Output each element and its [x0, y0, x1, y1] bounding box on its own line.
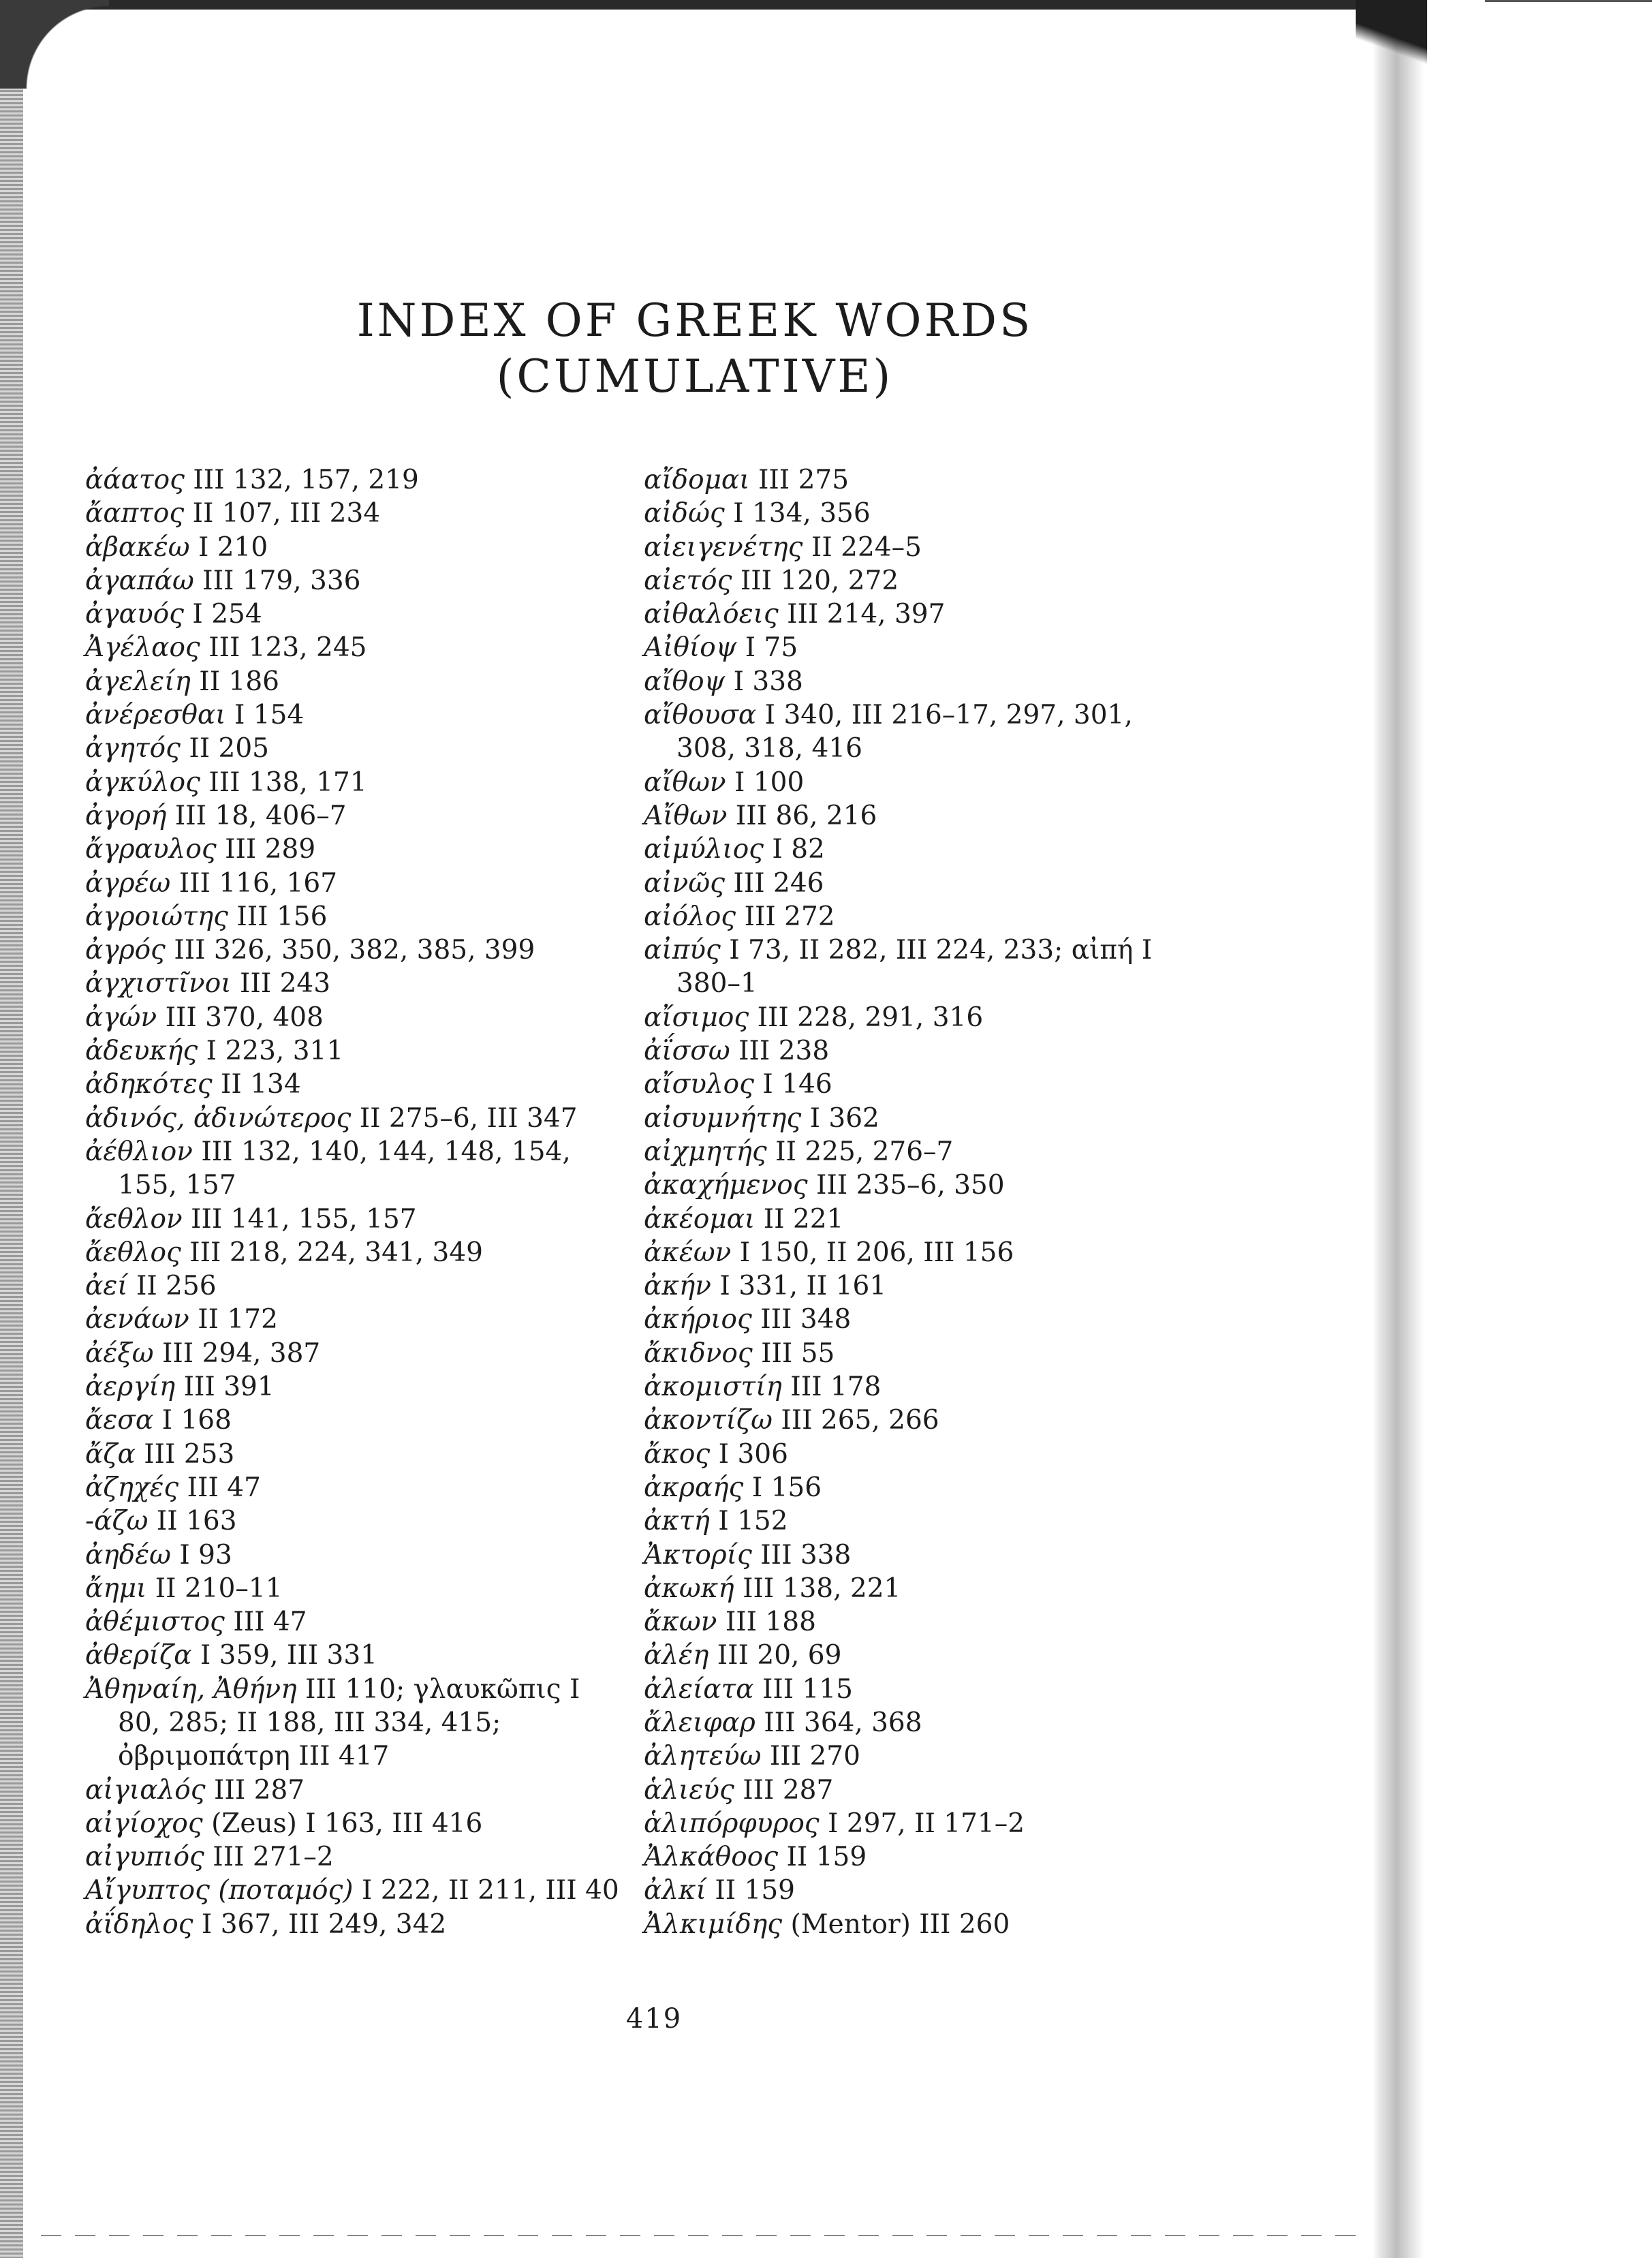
- index-entry: [85, 1774, 630, 1807]
- index-references: I 222, II 211, III 40: [361, 1875, 619, 1906]
- index-entry: [644, 1840, 1189, 1874]
- index-references: I 82: [772, 834, 825, 865]
- index-headword: ἀνέρεσθαι: [85, 700, 226, 731]
- index-headword: ἀκήριος: [644, 1304, 752, 1335]
- index-headword: ἀθερίζα: [85, 1640, 192, 1671]
- index-headword: ἀλκί: [644, 1875, 706, 1906]
- index-references: III 272: [744, 901, 835, 932]
- index-entry: [85, 497, 630, 530]
- index-headword: ἀγητός: [85, 733, 181, 764]
- index-headword: ἁλιπόρφυρος: [644, 1808, 820, 1839]
- index-headword: ἀγών: [85, 1002, 157, 1033]
- index-headword: αἴσιμος: [644, 1002, 749, 1033]
- index-headword: αἰγιαλός: [85, 1774, 206, 1806]
- index-entry: [644, 1706, 1189, 1739]
- index-entry: [644, 1739, 1189, 1773]
- index-entry: [644, 1471, 1189, 1504]
- index-references: III 138, 221: [743, 1573, 901, 1604]
- index-headword: ἄκιδνος: [644, 1337, 753, 1369]
- index-entry: [85, 1504, 630, 1538]
- index-entry: [85, 1538, 630, 1572]
- index-headword: αἰσυμνήτης: [644, 1102, 802, 1134]
- index-headword: ἄεσα: [85, 1405, 154, 1436]
- index-headword: ἀδινός, ἀδινώτερος: [85, 1102, 352, 1134]
- index-entry: [85, 1673, 630, 1774]
- index-references: III 391: [183, 1372, 275, 1403]
- index-references: III 270: [769, 1741, 860, 1772]
- index-references: II 224–5: [811, 531, 922, 563]
- page-gutter-shadow: [1356, 0, 1427, 82]
- index-entry: [644, 1203, 1189, 1236]
- index-references: I 73, II 282, III 224, 233; αἰπή I 380–1: [676, 935, 1153, 1000]
- index-entry: [644, 1874, 1189, 1907]
- index-references: I 156: [751, 1472, 822, 1503]
- index-headword: αἴσυλος: [644, 1069, 754, 1100]
- index-references: I 367, III 249, 342: [201, 1908, 447, 1940]
- index-entry: [85, 1471, 630, 1504]
- index-entry: [644, 1303, 1189, 1336]
- index-entry: [644, 1605, 1189, 1639]
- index-references: III 115: [762, 1673, 853, 1705]
- index-references: I 340, III 216–17, 297, 301, 308, 318, 416: [676, 700, 1133, 764]
- index-entry: [644, 698, 1189, 766]
- index-headword: ἄλειφαρ: [644, 1707, 755, 1738]
- index-entry: [85, 564, 630, 598]
- index-entry: [644, 463, 1189, 497]
- index-references: I 362: [809, 1102, 879, 1134]
- scan-top-left-corner: [0, 0, 109, 89]
- index-references: III 287: [214, 1774, 305, 1806]
- index-headword: ἀκέομαι: [644, 1203, 755, 1235]
- index-entry: [85, 598, 630, 631]
- index-references: I 152: [718, 1506, 788, 1537]
- index-references: III 228, 291, 316: [757, 1002, 984, 1033]
- index-headword: ἀκωκή: [644, 1573, 734, 1604]
- index-references: I 254: [192, 599, 262, 630]
- index-references: II 225, 276–7: [775, 1136, 954, 1167]
- index-headword: ἀγκύλος: [85, 767, 200, 798]
- index-entry: [85, 1807, 630, 1840]
- scan-bottom-edge: [41, 2235, 1362, 2236]
- index-references: III 253: [144, 1438, 235, 1470]
- index-references: III 132, 157, 219: [193, 465, 419, 495]
- page-gutter-fold: [1359, 0, 1424, 2258]
- index-references: I 134, 356: [733, 498, 871, 529]
- index-entry: [85, 1102, 630, 1135]
- index-entry: [85, 900, 630, 933]
- index-references: I 297, II 171–2: [828, 1808, 1025, 1839]
- index-references: III 326, 350, 382, 385, 399: [174, 935, 535, 966]
- index-headword: ἀκομιστίη: [644, 1372, 782, 1403]
- index-headword: ἀλείατα: [644, 1673, 754, 1705]
- index-headword: Ἀκτορίς: [644, 1539, 752, 1571]
- index-headword: ἀεργίη: [85, 1372, 176, 1403]
- index-headword: αἴδομαι: [644, 465, 750, 495]
- index-references: III 287: [743, 1774, 834, 1806]
- index-entry: [644, 867, 1189, 900]
- page-title: [136, 293, 1253, 405]
- index-headword: ἀγορή: [85, 800, 167, 831]
- index-entry: [644, 665, 1189, 698]
- page-number: 419: [625, 2003, 683, 2035]
- index-references: III 188: [725, 1607, 816, 1638]
- index-entry: [85, 933, 630, 967]
- index-references: III 116, 167: [178, 867, 338, 899]
- index-entry: [644, 1639, 1189, 1672]
- index-headword: ἁλιεύς: [644, 1774, 734, 1806]
- index-references: III 141, 155, 157: [191, 1203, 417, 1235]
- index-references: I 223, 311: [206, 1036, 344, 1067]
- index-entry: [85, 1370, 630, 1404]
- index-headword: ἀκοντίζω: [644, 1405, 773, 1436]
- index-references: III 348: [760, 1304, 852, 1335]
- index-entry: [644, 531, 1189, 564]
- index-headword: αἴθουσα: [644, 700, 757, 731]
- index-references: I 75: [745, 632, 798, 664]
- index-entry: [644, 766, 1189, 799]
- index-headword: ἀκραής: [644, 1472, 744, 1503]
- index-headword: αἰειγενέτης: [644, 531, 803, 563]
- index-column-right: [644, 463, 1189, 1941]
- index-entry: [644, 833, 1189, 866]
- index-references: III 246: [733, 867, 824, 899]
- index-entry: [644, 900, 1189, 933]
- index-references: I 150, II 206, III 156: [739, 1237, 1014, 1268]
- index-entry: [644, 497, 1189, 530]
- index-references: (Mentor) III 260: [790, 1908, 1010, 1940]
- index-entry: [644, 933, 1189, 1001]
- index-headword: ἀγροιώτης: [85, 901, 228, 932]
- index-headword: ἄκος: [644, 1438, 711, 1470]
- index-references: II 210–11: [155, 1573, 283, 1604]
- index-entry: [644, 598, 1189, 631]
- index-entry: [644, 564, 1189, 598]
- index-entry: [85, 1840, 630, 1874]
- index-references: III 289: [225, 834, 316, 865]
- index-entry: [644, 1135, 1189, 1169]
- index-entry: [85, 1874, 630, 1907]
- index-entry: [85, 1572, 630, 1605]
- index-headword: ἀγαυός: [85, 599, 185, 630]
- index-headword: ἀΐδηλος: [85, 1908, 193, 1940]
- index-references: III 218, 224, 341, 349: [189, 1237, 483, 1268]
- index-entry: [85, 1135, 630, 1203]
- index-references: I 168: [161, 1405, 232, 1436]
- index-headword: Ἀθηναίη, Ἀθήνη: [85, 1673, 297, 1705]
- index-entry: [644, 1774, 1189, 1807]
- index-entry: [644, 799, 1189, 833]
- index-entry: [85, 1639, 630, 1672]
- index-headword: αἰετός: [644, 565, 732, 596]
- index-headword: Ἀγέλαος: [85, 632, 200, 664]
- index-headword: ἀγρός: [85, 935, 166, 966]
- index-headword: ἄγραυλος: [85, 834, 217, 865]
- index-headword: ἀδευκής: [85, 1036, 198, 1067]
- index-references: III 47: [187, 1472, 261, 1503]
- index-references: III 120, 272: [740, 565, 899, 596]
- index-headword: αἴθων: [644, 767, 726, 798]
- scan-right-edge: [1485, 0, 1652, 7]
- index-references: III 235–6, 350: [815, 1170, 1005, 1201]
- index-references: III 275: [758, 465, 850, 495]
- index-entry: [85, 1438, 630, 1471]
- index-entry: [644, 1404, 1189, 1437]
- index-column-left: [85, 463, 630, 1941]
- index-entry: [85, 799, 630, 833]
- index-headword: ἀζηχές: [85, 1472, 179, 1503]
- index-headword: ἀγρέω: [85, 867, 171, 899]
- index-entry: [85, 1236, 630, 1269]
- title-line-1: INDEX OF GREEK WORDS: [356, 294, 1033, 347]
- index-entry: [644, 1269, 1189, 1303]
- index-references: III 214, 397: [787, 599, 946, 630]
- index-entry: [85, 1001, 630, 1034]
- index-headword: αἰθαλόεις: [644, 599, 779, 630]
- index-entry: [85, 766, 630, 799]
- index-headword: ἀάατος: [85, 465, 185, 495]
- index-headword: ἀκτή: [644, 1506, 710, 1537]
- index-references: I 146: [762, 1069, 832, 1100]
- index-references: I 154: [234, 700, 305, 731]
- index-references: II 163: [156, 1506, 237, 1537]
- index-headword: ἄαπτος: [85, 498, 185, 529]
- index-headword: -άζω: [85, 1506, 149, 1537]
- index-headword: αἱμύλιος: [644, 834, 764, 865]
- index-references: II 134: [221, 1069, 301, 1100]
- index-entry: [85, 1068, 630, 1101]
- index-references: III 338: [760, 1539, 852, 1571]
- index-headword: Αἰθίοψ: [644, 632, 737, 664]
- index-references: III 86, 216: [735, 800, 877, 831]
- index-headword: Ἀλκιμίδης: [644, 1908, 783, 1940]
- index-headword: ἀκαχήμενος: [644, 1170, 808, 1201]
- index-headword: ἀκέων: [644, 1237, 732, 1268]
- index-entry: [85, 833, 630, 866]
- index-headword: ἀέξω: [85, 1337, 154, 1369]
- index-references: III 265, 266: [781, 1405, 939, 1436]
- index-entry: [85, 463, 630, 497]
- index-headword: αἰχμητής: [644, 1136, 767, 1167]
- index-headword: αἴθοψ: [644, 666, 726, 697]
- index-references: III 47: [233, 1607, 307, 1638]
- index-headword: ἀεί: [85, 1271, 128, 1302]
- index-headword: ἀλητεύω: [644, 1741, 762, 1772]
- index-references: III 370, 408: [165, 1002, 324, 1033]
- index-entry: [644, 1438, 1189, 1471]
- index-references: I 93: [179, 1539, 232, 1571]
- index-entry: [85, 1203, 630, 1236]
- scan-left-edge: [0, 0, 23, 2258]
- index-references: I 338: [733, 666, 803, 697]
- index-headword: αἰνῶς: [644, 867, 725, 899]
- index-references: III 179, 336: [202, 565, 361, 596]
- index-entry: [85, 665, 630, 698]
- index-entry: [644, 1504, 1189, 1538]
- index-entry: [644, 1169, 1189, 1202]
- index-references: III 271–2: [213, 1842, 334, 1873]
- index-headword: ἀενάων: [85, 1304, 189, 1335]
- index-references: III 156: [236, 901, 328, 932]
- index-references: I 331, II 161: [719, 1271, 887, 1302]
- index-entry: [85, 1303, 630, 1336]
- index-headword: ἄημι: [85, 1573, 147, 1604]
- index-references: III 18, 406–7: [174, 800, 347, 831]
- index-headword: αἰπύς: [644, 935, 721, 966]
- index-references: II 172: [198, 1304, 278, 1335]
- index-entry: [85, 631, 630, 664]
- index-references: II 221: [763, 1203, 844, 1235]
- index-headword: ἀγαπάω: [85, 565, 194, 596]
- index-headword: ἀγελείη: [85, 666, 191, 697]
- index-references: III 294, 387: [161, 1337, 321, 1369]
- index-entry: [644, 1337, 1189, 1370]
- index-entry: [644, 1908, 1189, 1941]
- index-entry: [644, 1538, 1189, 1572]
- index-references: II 159: [715, 1875, 795, 1906]
- index-entry: [85, 531, 630, 564]
- index-headword: ἄεθλος: [85, 1237, 181, 1268]
- index-entry: [85, 1034, 630, 1068]
- title-line-2: (CUMULATIVE): [496, 350, 894, 403]
- index-entry: [85, 1908, 630, 1941]
- index-entry: [644, 1001, 1189, 1034]
- index-references: III 110; γλαυκῶπις I 80, 285; II 188, III 334, 415; ὀβριμοπάτρη III 417: [118, 1673, 580, 1772]
- index-entry: [644, 1236, 1189, 1269]
- index-entry: [644, 631, 1189, 664]
- index-references: III 132, 140, 144, 148, 154, 155, 157: [118, 1136, 571, 1201]
- index-references: (Zeus) I 163, III 416: [211, 1808, 483, 1839]
- index-headword: ἀέθλιον: [85, 1136, 193, 1167]
- index-references: III 364, 368: [764, 1707, 922, 1738]
- index-entry: [644, 1572, 1189, 1605]
- index-headword: ἀδηκότες: [85, 1069, 213, 1100]
- index-references: III 20, 69: [717, 1640, 842, 1671]
- index-entry: [85, 732, 630, 765]
- scan-top-edge: [0, 0, 1403, 48]
- index-headword: Ἀλκάθοος: [644, 1842, 779, 1873]
- index-headword: ἀηδέω: [85, 1539, 171, 1571]
- index-headword: ἄεθλον: [85, 1203, 183, 1235]
- index-headword: Αἴθων: [644, 800, 728, 831]
- index-headword: ἀΐσσω: [644, 1036, 730, 1067]
- index-headword: ἄκων: [644, 1607, 717, 1638]
- index-entry: [644, 1673, 1189, 1706]
- index-headword: αἰόλος: [644, 901, 736, 932]
- index-headword: αἰδώς: [644, 498, 725, 529]
- index-references: II 205: [189, 733, 269, 764]
- index-references: III 138, 171: [208, 767, 367, 798]
- index-references: II 275–6, III 347: [359, 1102, 578, 1134]
- index-headword: ἀλέη: [644, 1640, 709, 1671]
- index-headword: ἀβακέω: [85, 531, 190, 563]
- index-references: I 210: [198, 531, 268, 563]
- index-headword: αἰγίοχος: [85, 1808, 203, 1839]
- index-references: III 238: [738, 1036, 830, 1067]
- index-references: III 178: [790, 1372, 882, 1403]
- index-entry: [644, 1034, 1189, 1068]
- index-headword: Αἴγυπτος (ποταμός): [85, 1875, 354, 1906]
- index-headword: ἄζα: [85, 1438, 136, 1470]
- index-entry: [85, 1269, 630, 1303]
- index-entry: [85, 967, 630, 1000]
- index-entry: [644, 1807, 1189, 1840]
- index-references: II 186: [199, 666, 279, 697]
- index-entry: [85, 1404, 630, 1437]
- index-references: I 306: [718, 1438, 788, 1470]
- index-references: I 359, III 331: [200, 1640, 377, 1671]
- index-references: III 123, 245: [208, 632, 367, 664]
- index-references: II 159: [786, 1842, 867, 1873]
- index-headword: ἀγχιστῖνοι: [85, 968, 232, 1000]
- index-entry: [644, 1068, 1189, 1101]
- index-references: III 55: [761, 1337, 835, 1369]
- index-entry: [644, 1102, 1189, 1135]
- index-references: II 107, III 234: [192, 498, 381, 529]
- index-entry: [644, 1370, 1189, 1404]
- index-entry: [85, 1605, 630, 1639]
- index-entry: [85, 1337, 630, 1370]
- index-headword: αἰγυπιός: [85, 1842, 204, 1873]
- index-headword: ἀθέμιστος: [85, 1607, 225, 1638]
- index-references: III 243: [239, 968, 331, 1000]
- index-references: I 100: [734, 767, 805, 798]
- index-headword: ἀκήν: [644, 1271, 711, 1302]
- index-references: II 256: [136, 1271, 217, 1302]
- index-entry: [85, 867, 630, 900]
- index-entry: [85, 698, 630, 732]
